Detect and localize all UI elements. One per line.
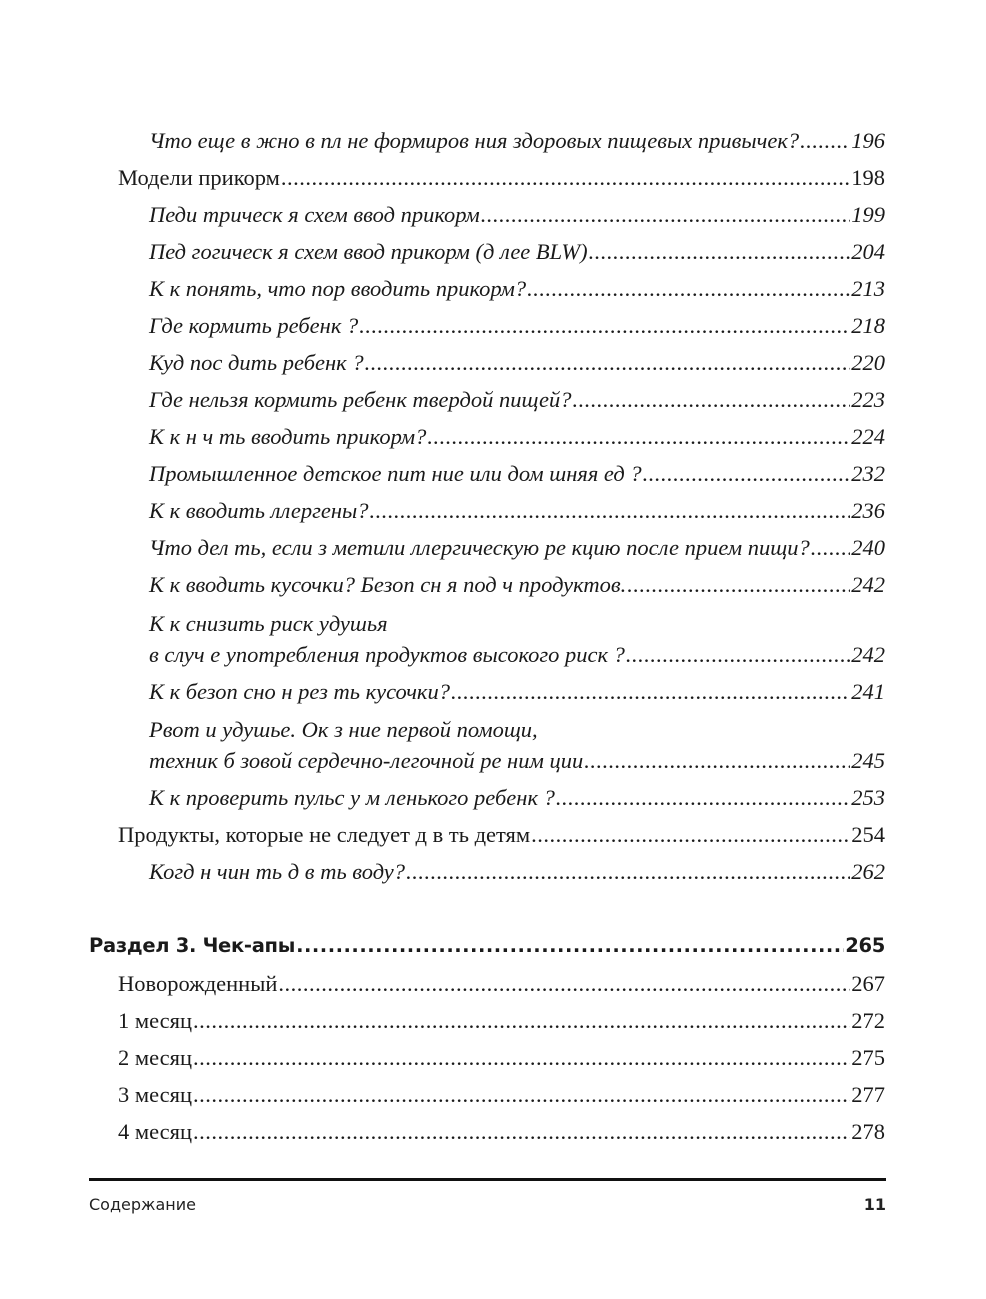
toc-page-number: 242 [851,642,885,667]
toc-entry-title: К к вводить кусочки? Безоп сн я под ч продуктов. [149,572,627,597]
dot-leader [627,572,850,598]
dot-leader [531,822,850,848]
dot-leader [811,535,851,561]
toc-entry-title: К к проверить пульс у м ленького ребенк ? [149,785,555,810]
dot-leader [584,748,850,774]
dot-leader [556,785,850,811]
dot-leader [481,202,850,228]
dot-leader [193,1082,850,1108]
toc-entry-title: Пед гогическ я схем ввод прикорм (д лее BLW) [149,239,588,264]
dot-leader [406,859,850,885]
toc-page-number: 241 [851,679,885,704]
toc-entry[interactable] [118,1082,885,1108]
toc-page-number: 267 [851,971,885,996]
toc-entry-title: Модели прикорм [118,165,280,190]
toc-entry-title-line: К к снизить риск удушья [149,611,388,636]
toc-page-number: 220 [851,350,885,375]
toc-entry-title: 3 месяц [118,1082,193,1107]
toc-entry[interactable] [149,424,885,450]
toc-entry[interactable] [149,276,885,302]
toc-page-number: 198 [851,165,885,190]
toc-entry[interactable] [149,239,885,265]
toc-entry-title: техник б зовой сердечно-легочной ре ним ции [149,748,584,773]
toc-entry-title: К к н ч ть вводить прикорм? [149,424,427,449]
toc-entry-title: Где нельзя кормить ребенк твердой пищей? [149,387,572,412]
toc-entry-title: К к безоп сно н рез ть кусочки? [149,679,450,704]
toc-entry[interactable] [149,535,885,561]
toc-entry[interactable] [149,313,885,339]
dot-leader [359,313,850,339]
toc-entry[interactable] [149,202,885,228]
toc-entry-title: Куд пос дить ребенк ? [149,350,364,375]
toc-page-number: 204 [851,239,885,264]
toc-entry[interactable] [149,461,885,487]
dot-leader [589,239,851,265]
dot-leader [296,933,844,959]
dot-leader [278,971,850,997]
toc-entry-title: К к вводить ллергены? [149,498,369,523]
dot-leader [427,424,850,450]
toc-entry-title: Продукты, которые не следует д в ть детям [118,822,531,847]
toc-entry[interactable] [118,1119,885,1145]
dot-leader [451,679,850,705]
toc-entry[interactable] [149,498,885,524]
dot-leader [281,165,850,191]
toc-entry-title: 1 месяц [118,1008,193,1033]
toc-entry-title: Новорожденный [118,971,278,996]
toc-page-number: 232 [851,461,885,486]
toc-page-number: 236 [851,498,885,523]
dot-leader [193,1119,850,1145]
toc-page-number: 223 [851,387,885,412]
toc-entry[interactable] [149,387,885,413]
footer-page-number: 11 [863,1195,886,1214]
toc-entry[interactable] [118,165,885,191]
toc-page-number: 218 [851,313,885,338]
toc-entry-title: Раздел 3. Чек-апы [89,934,296,957]
toc-page-number: 278 [851,1119,885,1144]
toc-entry[interactable] [149,679,885,705]
dot-leader [626,642,850,668]
toc-entry-title: Промышленное детское пит ние или дом шняя ед ? [149,461,642,486]
toc-section-heading[interactable] [89,933,885,959]
toc-page-number: 253 [851,785,885,810]
toc-entry[interactable] [149,350,885,376]
toc-entry-title-line: Рвот и удушье. Ок з ние первой помощи, [149,717,538,742]
toc-page-number: 242 [851,572,885,597]
toc-entry-title: Педи трическ я схем ввод прикорм [149,202,480,227]
toc-page-number: 199 [851,202,885,227]
toc-entry[interactable] [149,642,885,668]
toc-entry[interactable] [118,1045,885,1071]
dot-leader [800,128,850,154]
toc-page-number: 277 [851,1082,885,1107]
dot-leader [193,1008,850,1034]
toc-page-number: 240 [851,535,885,560]
toc-entry[interactable] [118,1008,885,1034]
toc-entry-title: 2 месяц [118,1045,193,1070]
toc-entry-title: 4 месяц [118,1119,193,1144]
toc-page-number: 265 [845,934,885,957]
toc-page-number: 272 [851,1008,885,1033]
toc-entry[interactable] [118,822,885,848]
footer-rule [89,1178,886,1181]
toc-page-number: 254 [851,822,885,847]
toc-entry[interactable] [149,859,885,885]
toc-page-number: 262 [851,859,885,884]
toc-entry-title: Что дел ть, если з метили ллергическую ре кцию после прием пищи? [149,535,810,560]
dot-leader [365,350,851,376]
dot-leader [193,1045,850,1071]
dot-leader [572,387,850,413]
toc-entry[interactable] [118,971,885,997]
toc-page-number: 196 [851,128,885,153]
dot-leader [527,276,850,302]
footer-section-title: Содержание [89,1195,196,1214]
toc-entry-title: Что еще в жно в пл не формиров ния здоровых пищевых привычек? [149,128,800,153]
toc-entry-title: К к понять, что пор вводить прикорм? [149,276,527,301]
toc-entry-title: в случ е употребления продуктов высокого риск ? [149,642,625,667]
toc-page-number: 275 [851,1045,885,1070]
toc-entry[interactable] [149,748,885,774]
toc-page-number: 245 [851,748,885,773]
toc-entry-title: Где кормить ребенк ? [149,313,359,338]
toc-entry-title: Когд н чин ть д в ть воду? [149,859,406,884]
toc-page-number: 213 [851,276,885,301]
dot-leader [643,461,851,487]
dot-leader [370,498,851,524]
toc-page-number: 224 [851,424,885,449]
toc-entry[interactable] [149,128,885,154]
toc-entry[interactable] [149,572,885,598]
toc-entry[interactable] [149,785,885,811]
